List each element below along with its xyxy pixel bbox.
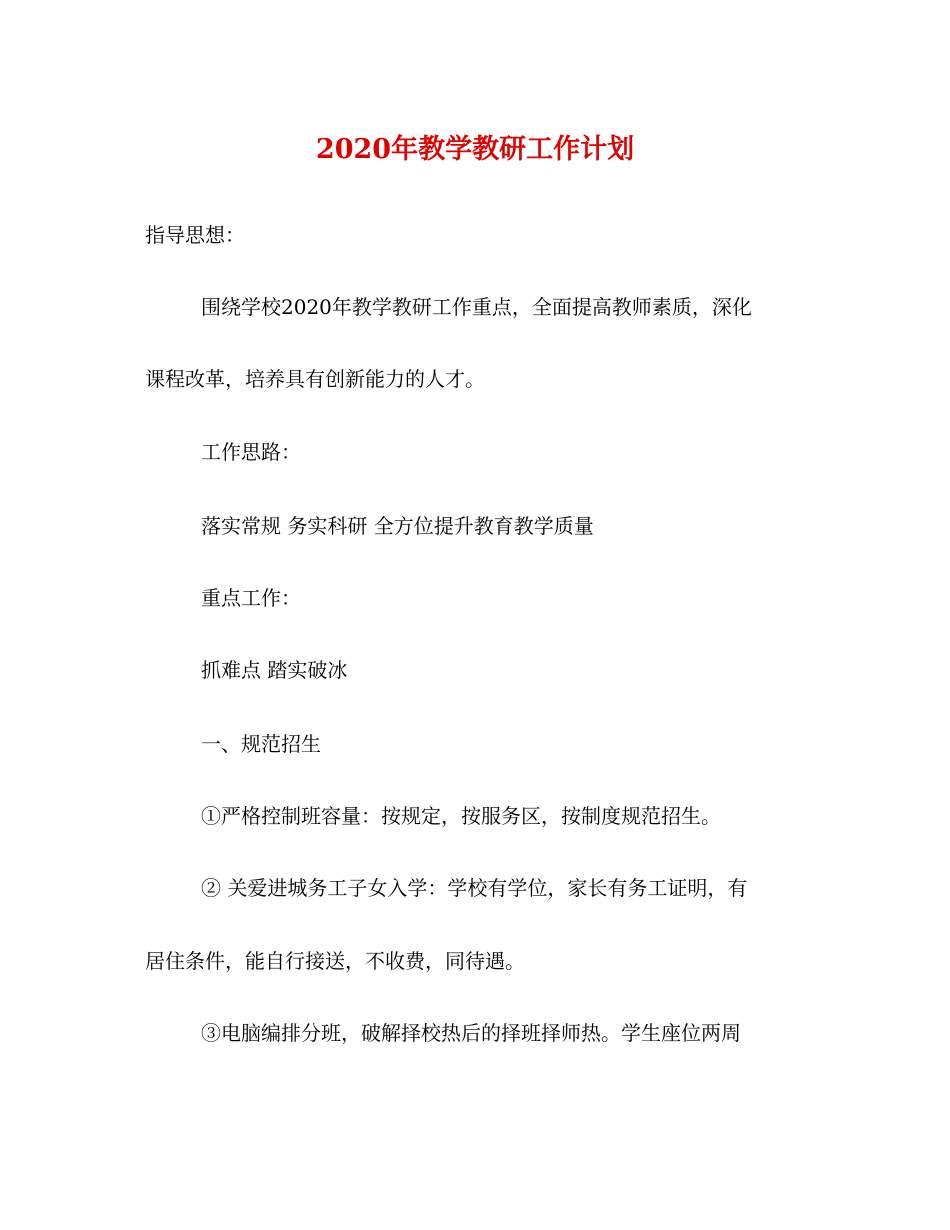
paragraph-line: 指导思想： — [145, 223, 245, 247]
paragraph-line: 抓难点 踏实破冰 — [201, 658, 348, 682]
paragraph-line: 一、规范招生 — [201, 732, 321, 756]
paragraph-line: 工作思路： — [201, 440, 301, 464]
paragraph-line: 重点工作： — [201, 586, 301, 610]
paragraph-line: ①严格控制班容量：按规定，按服务区，按制度规范招生。 — [201, 804, 721, 828]
paragraph-line: ③电脑编排分班，破解择校热后的择班择师热。学生座位两周 — [201, 1021, 741, 1045]
document-title: 2020年教学教研工作计划 — [315, 134, 635, 165]
paragraph-line: 围绕学校2020年教学教研工作重点，全面提高教师素质，深化 — [201, 295, 752, 319]
paragraph-line: ② 关爱进城务工子女入学：学校有学位，家长有务工证明，有 — [201, 876, 748, 900]
paragraph-line: 课程改革，培养具有创新能力的人才。 — [145, 367, 485, 391]
paragraph-line: 落实常规 务实科研 全方位提升教育教学质量 — [201, 514, 594, 538]
paragraph-line: 居住条件，能自行接送，不收费，同待遇。 — [145, 949, 525, 973]
